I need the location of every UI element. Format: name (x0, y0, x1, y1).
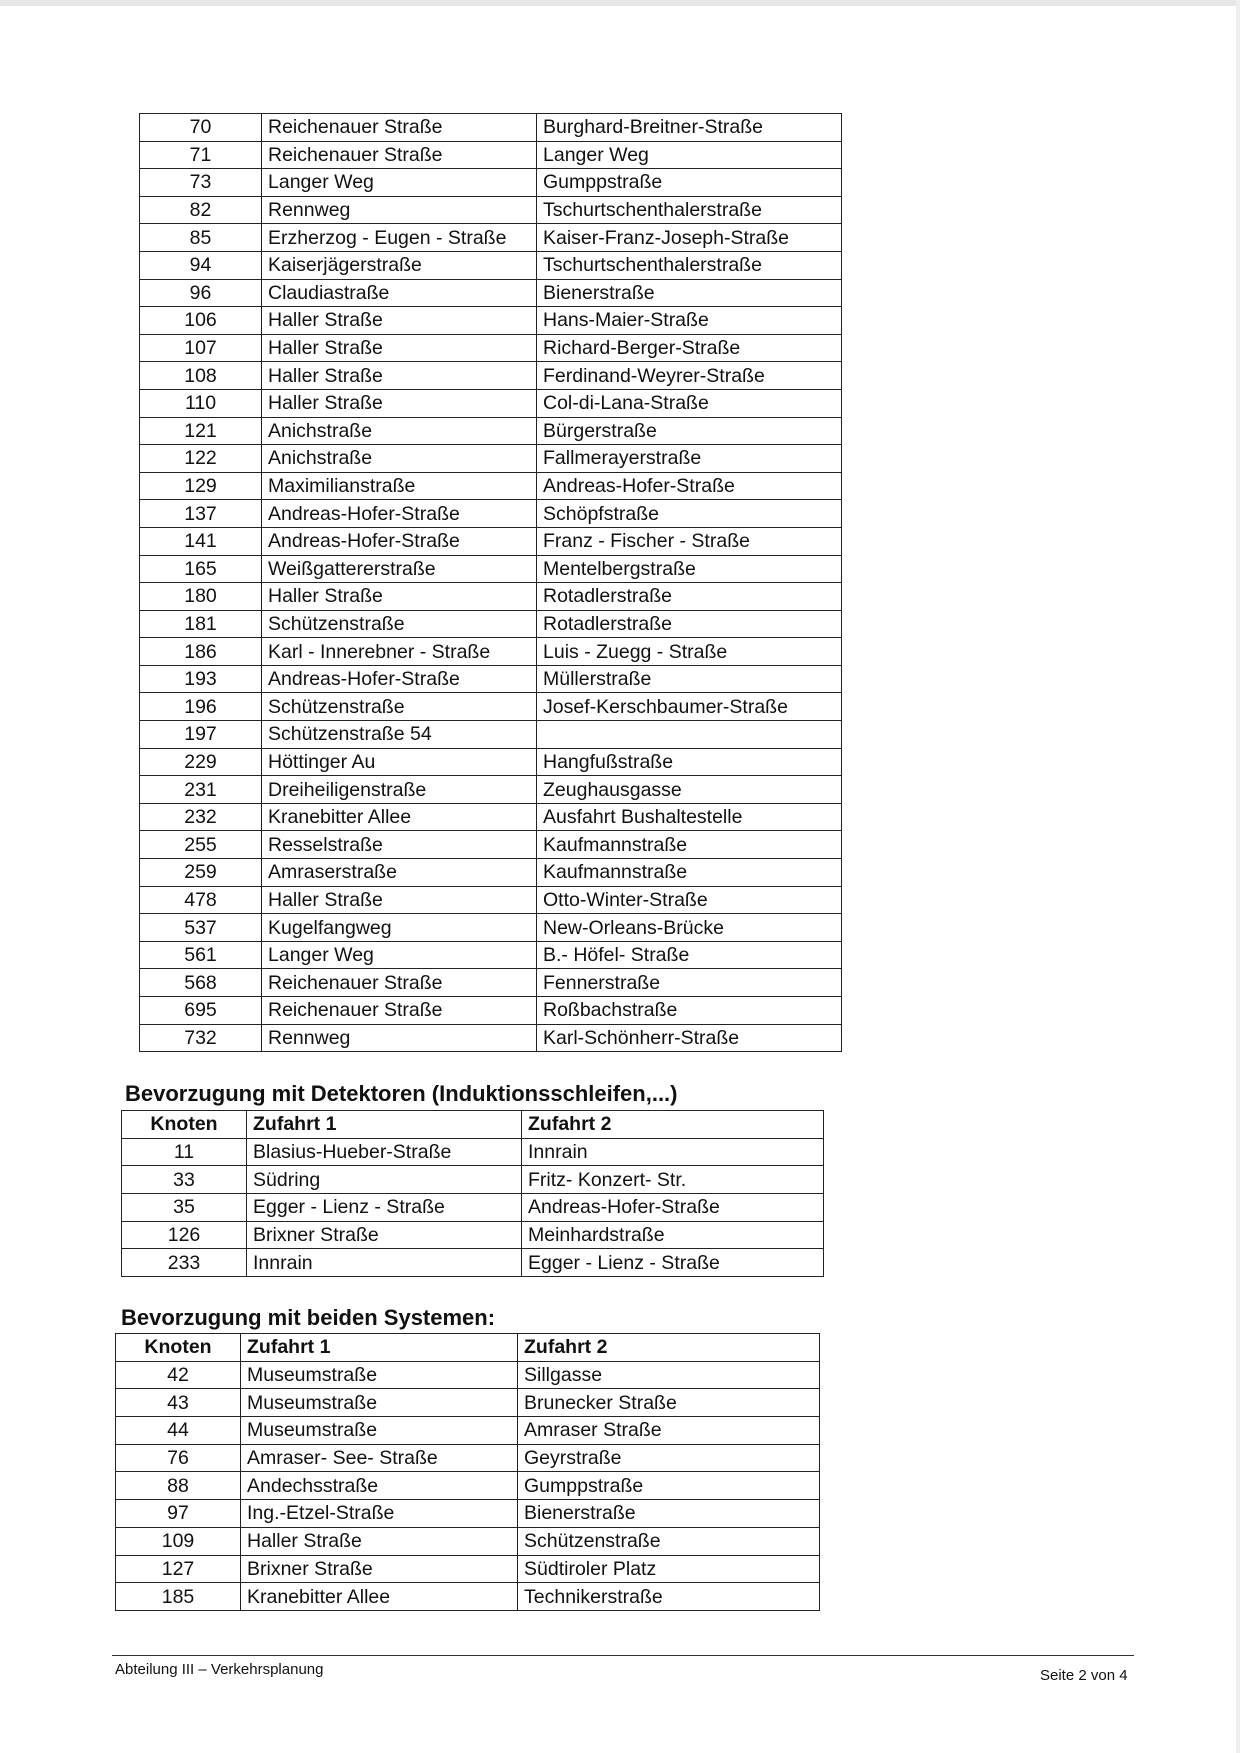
table-row (140, 472, 842, 500)
cell-knoten: 137 (140, 500, 262, 528)
cell-knoten: 42 (116, 1361, 241, 1389)
cell-knoten: 233 (122, 1249, 247, 1277)
table-row (140, 334, 842, 362)
cell-knoten: 186 (140, 638, 262, 666)
cell-zufahrt-1: Anichstraße (262, 417, 537, 445)
header-knoten: Knoten (122, 1111, 247, 1139)
cell-zufahrt-2: Gumppstraße (537, 169, 842, 197)
table-row (140, 196, 842, 224)
cell-zufahrt-1: Andreas-Hofer-Straße (262, 665, 537, 693)
cell-zufahrt-1: Kaiserjägerstraße (262, 251, 537, 279)
page-right-edge (1236, 0, 1240, 1753)
table-row (122, 1221, 824, 1249)
cell-knoten: 141 (140, 527, 262, 555)
table-row (122, 1194, 824, 1222)
cell-knoten: 181 (140, 610, 262, 638)
cell-knoten: 126 (122, 1221, 247, 1249)
cell-zufahrt-2: Bürgerstraße (537, 417, 842, 445)
cell-zufahrt-2: Burghard-Breitner-Straße (537, 114, 842, 142)
header-zufahrt-1: Zufahrt 1 (247, 1111, 522, 1139)
cell-knoten: 94 (140, 251, 262, 279)
table-row (140, 527, 842, 555)
cell-knoten: 110 (140, 389, 262, 417)
cell-knoten: 70 (140, 114, 262, 142)
cell-knoten: 88 (116, 1472, 241, 1500)
cell-zufahrt-1: Haller Straße (262, 389, 537, 417)
table-row (116, 1361, 820, 1389)
cell-zufahrt-1: Egger - Lienz - Straße (247, 1194, 522, 1222)
cell-zufahrt-2: Kaufmannstraße (537, 831, 842, 859)
table-row (140, 748, 842, 776)
cell-knoten: 44 (116, 1417, 241, 1445)
cell-zufahrt-2: Fallmerayerstraße (537, 445, 842, 473)
cell-zufahrt-2: Brunecker Straße (518, 1389, 820, 1417)
cell-zufahrt-1: Höttinger Au (262, 748, 537, 776)
cell-knoten: 108 (140, 362, 262, 390)
main-junction-table-body (140, 114, 842, 1052)
cell-zufahrt-2: Andreas-Hofer-Straße (522, 1194, 824, 1222)
table-row (140, 307, 842, 335)
cell-knoten: 732 (140, 1024, 262, 1052)
table-row (140, 555, 842, 583)
table-row (140, 114, 842, 142)
cell-zufahrt-1: Haller Straße (262, 583, 537, 611)
cell-zufahrt-1: Museumstraße (241, 1417, 518, 1445)
cell-zufahrt-1: Südring (247, 1166, 522, 1194)
footer-department: Abteilung III – Verkehrsplanung (115, 1661, 324, 1678)
table-row (116, 1555, 820, 1583)
cell-zufahrt-2: Luis - Zuegg - Straße (537, 638, 842, 666)
cell-zufahrt-1: Brixner Straße (247, 1221, 522, 1249)
cell-zufahrt-1: Reichenauer Straße (262, 969, 537, 997)
cell-knoten: 127 (116, 1555, 241, 1583)
table-row (140, 389, 842, 417)
cell-knoten: 109 (116, 1527, 241, 1555)
table-row (140, 417, 842, 445)
cell-zufahrt-2: Kaufmannstraße (537, 859, 842, 887)
table-row (140, 141, 842, 169)
both-systems-heading: Bevorzugung mit beiden Systemen: (121, 1305, 496, 1330)
table-row (116, 1583, 820, 1611)
table-row (140, 859, 842, 887)
cell-zufahrt-1: Schützenstraße (262, 693, 537, 721)
table-row (140, 997, 842, 1025)
cell-knoten: 185 (116, 1583, 241, 1611)
cell-knoten: 85 (140, 224, 262, 252)
cell-zufahrt-2: Fennerstraße (537, 969, 842, 997)
cell-zufahrt-1: Haller Straße (262, 334, 537, 362)
table-row (140, 500, 842, 528)
cell-knoten: 255 (140, 831, 262, 859)
cell-zufahrt-1: Reichenauer Straße (262, 114, 537, 142)
cell-zufahrt-1: Schützenstraße 54 (262, 721, 537, 749)
header-zufahrt-2: Zufahrt 2 (518, 1334, 820, 1362)
cell-zufahrt-1: Resselstraße (262, 831, 537, 859)
cell-zufahrt-2: Langer Weg (537, 141, 842, 169)
cell-zufahrt-1: Kranebitter Allee (262, 803, 537, 831)
cell-knoten: 231 (140, 776, 262, 804)
cell-zufahrt-2: Ferdinand-Weyrer-Straße (537, 362, 842, 390)
cell-zufahrt-2: Rotadlerstraße (537, 583, 842, 611)
table-row (140, 169, 842, 197)
cell-zufahrt-1: Reichenauer Straße (262, 141, 537, 169)
table-row (116, 1417, 820, 1445)
cell-zufahrt-1: Haller Straße (262, 362, 537, 390)
cell-knoten: 196 (140, 693, 262, 721)
cell-knoten: 107 (140, 334, 262, 362)
cell-zufahrt-1: Rennweg (262, 196, 537, 224)
table-row (140, 886, 842, 914)
cell-zufahrt-1: Amraser- See- Straße (241, 1444, 518, 1472)
cell-zufahrt-1: Claudiastraße (262, 279, 537, 307)
both-systems-table (115, 1333, 820, 1611)
cell-zufahrt-2: Ausfahrt Bushaltestelle (537, 803, 842, 831)
table-row (140, 776, 842, 804)
table-row (116, 1472, 820, 1500)
cell-knoten: 122 (140, 445, 262, 473)
cell-knoten: 478 (140, 886, 262, 914)
cell-zufahrt-2: Kaiser-Franz-Joseph-Straße (537, 224, 842, 252)
cell-knoten: 197 (140, 721, 262, 749)
cell-knoten: 561 (140, 941, 262, 969)
cell-zufahrt-2 (537, 721, 842, 749)
cell-zufahrt-2: Hangfußstraße (537, 748, 842, 776)
table-row (140, 831, 842, 859)
cell-knoten: 193 (140, 665, 262, 693)
cell-zufahrt-2: Egger - Lienz - Straße (522, 1249, 824, 1277)
cell-zufahrt-2: Bienerstraße (537, 279, 842, 307)
cell-zufahrt-2: Andreas-Hofer-Straße (537, 472, 842, 500)
cell-zufahrt-2: Col-di-Lana-Straße (537, 389, 842, 417)
cell-zufahrt-1: Reichenauer Straße (262, 997, 537, 1025)
header-knoten: Knoten (116, 1334, 241, 1362)
cell-knoten: 71 (140, 141, 262, 169)
cell-zufahrt-2: Zeughausgasse (537, 776, 842, 804)
table-row (116, 1500, 820, 1528)
cell-zufahrt-1: Karl - Innerebner - Straße (262, 638, 537, 666)
table-row (116, 1527, 820, 1555)
table-header-row (116, 1334, 820, 1362)
cell-zufahrt-2: Meinhardstraße (522, 1221, 824, 1249)
cell-zufahrt-1: Museumstraße (241, 1389, 518, 1417)
cell-zufahrt-1: Brixner Straße (241, 1555, 518, 1583)
table-row (140, 445, 842, 473)
cell-zufahrt-2: Schützenstraße (518, 1527, 820, 1555)
detectors-table-body (122, 1138, 824, 1276)
page-top-edge (0, 0, 1240, 6)
cell-zufahrt-2: Schöpfstraße (537, 500, 842, 528)
cell-zufahrt-1: Haller Straße (241, 1527, 518, 1555)
table-row (140, 251, 842, 279)
cell-zufahrt-2: Gumppstraße (518, 1472, 820, 1500)
cell-zufahrt-1: Langer Weg (262, 169, 537, 197)
table-row (140, 583, 842, 611)
cell-zufahrt-2: Karl-Schönherr-Straße (537, 1024, 842, 1052)
table-row (122, 1249, 824, 1277)
cell-zufahrt-2: Rotadlerstraße (537, 610, 842, 638)
cell-knoten: 180 (140, 583, 262, 611)
cell-zufahrt-1: Dreiheiligenstraße (262, 776, 537, 804)
cell-zufahrt-2: Fritz- Konzert- Str. (522, 1166, 824, 1194)
cell-zufahrt-1: Amraserstraße (262, 859, 537, 887)
cell-knoten: 97 (116, 1500, 241, 1528)
header-zufahrt-2: Zufahrt 2 (522, 1111, 824, 1139)
cell-zufahrt-1: Haller Straße (262, 886, 537, 914)
footer-page-indicator: Seite 2 von 4 (1040, 1667, 1128, 1684)
table-row (140, 1024, 842, 1052)
table-row (140, 610, 842, 638)
cell-knoten: 259 (140, 859, 262, 887)
cell-zufahrt-2: Hans-Maier-Straße (537, 307, 842, 335)
cell-knoten: 96 (140, 279, 262, 307)
cell-zufahrt-2: Südtiroler Platz (518, 1555, 820, 1583)
table-row (116, 1389, 820, 1417)
table-row (116, 1444, 820, 1472)
cell-zufahrt-1: Ing.-Etzel-Straße (241, 1500, 518, 1528)
table-row (140, 279, 842, 307)
cell-zufahrt-2: Mentelbergstraße (537, 555, 842, 583)
cell-zufahrt-2: Tschurtschenthalerstraße (537, 196, 842, 224)
cell-knoten: 106 (140, 307, 262, 335)
cell-zufahrt-1: Erzherzog - Eugen - Straße (262, 224, 537, 252)
cell-zufahrt-1: Weißgattererstraße (262, 555, 537, 583)
cell-zufahrt-2: Müllerstraße (537, 665, 842, 693)
table-row (140, 362, 842, 390)
both-systems-table-body (116, 1361, 820, 1610)
table-row (140, 224, 842, 252)
table-row (140, 941, 842, 969)
cell-zufahrt-2: B.- Höfel- Straße (537, 941, 842, 969)
cell-knoten: 537 (140, 914, 262, 942)
table-row (122, 1166, 824, 1194)
cell-zufahrt-1: Blasius-Hueber-Straße (247, 1138, 522, 1166)
table-row (140, 721, 842, 749)
cell-knoten: 35 (122, 1194, 247, 1222)
cell-zufahrt-2: Technikerstraße (518, 1583, 820, 1611)
table-row (140, 914, 842, 942)
header-zufahrt-1: Zufahrt 1 (241, 1334, 518, 1362)
cell-zufahrt-1: Kugelfangweg (262, 914, 537, 942)
table-row (140, 638, 842, 666)
cell-zufahrt-1: Rennweg (262, 1024, 537, 1052)
table-header-row (122, 1111, 824, 1139)
footer-divider (112, 1655, 1134, 1656)
cell-zufahrt-1: Andreas-Hofer-Straße (262, 527, 537, 555)
cell-knoten: 229 (140, 748, 262, 776)
cell-knoten: 76 (116, 1444, 241, 1472)
cell-zufahrt-2: Geyrstraße (518, 1444, 820, 1472)
cell-zufahrt-2: Sillgasse (518, 1361, 820, 1389)
main-junction-table (139, 113, 842, 1052)
cell-knoten: 11 (122, 1138, 247, 1166)
cell-zufahrt-2: Otto-Winter-Straße (537, 886, 842, 914)
cell-zufahrt-2: Franz - Fischer - Straße (537, 527, 842, 555)
cell-knoten: 129 (140, 472, 262, 500)
cell-zufahrt-1: Andreas-Hofer-Straße (262, 500, 537, 528)
cell-knoten: 82 (140, 196, 262, 224)
cell-zufahrt-1: Langer Weg (262, 941, 537, 969)
cell-knoten: 695 (140, 997, 262, 1025)
cell-zufahrt-2: New-Orleans-Brücke (537, 914, 842, 942)
cell-zufahrt-2: Richard-Berger-Straße (537, 334, 842, 362)
cell-zufahrt-2: Amraser Straße (518, 1417, 820, 1445)
table-row (140, 665, 842, 693)
cell-knoten: 43 (116, 1389, 241, 1417)
cell-knoten: 33 (122, 1166, 247, 1194)
table-row (140, 969, 842, 997)
detectors-table (121, 1110, 824, 1277)
cell-zufahrt-1: Kranebitter Allee (241, 1583, 518, 1611)
table-row (140, 803, 842, 831)
cell-zufahrt-1: Anichstraße (262, 445, 537, 473)
cell-zufahrt-2: Josef-Kerschbaumer-Straße (537, 693, 842, 721)
cell-zufahrt-2: Roßbachstraße (537, 997, 842, 1025)
cell-knoten: 165 (140, 555, 262, 583)
cell-knoten: 73 (140, 169, 262, 197)
cell-zufahrt-1: Andechsstraße (241, 1472, 518, 1500)
cell-zufahrt-1: Schützenstraße (262, 610, 537, 638)
cell-zufahrt-2: Innrain (522, 1138, 824, 1166)
cell-knoten: 568 (140, 969, 262, 997)
detectors-heading: Bevorzugung mit Detektoren (Induktionsschleifen,...) (125, 1081, 678, 1106)
cell-zufahrt-1: Museumstraße (241, 1361, 518, 1389)
table-row (140, 693, 842, 721)
cell-zufahrt-2: Bienerstraße (518, 1500, 820, 1528)
cell-zufahrt-1: Haller Straße (262, 307, 537, 335)
cell-zufahrt-1: Maximilianstraße (262, 472, 537, 500)
cell-zufahrt-2: Tschurtschenthalerstraße (537, 251, 842, 279)
cell-knoten: 232 (140, 803, 262, 831)
table-row (122, 1138, 824, 1166)
cell-zufahrt-1: Innrain (247, 1249, 522, 1277)
cell-knoten: 121 (140, 417, 262, 445)
